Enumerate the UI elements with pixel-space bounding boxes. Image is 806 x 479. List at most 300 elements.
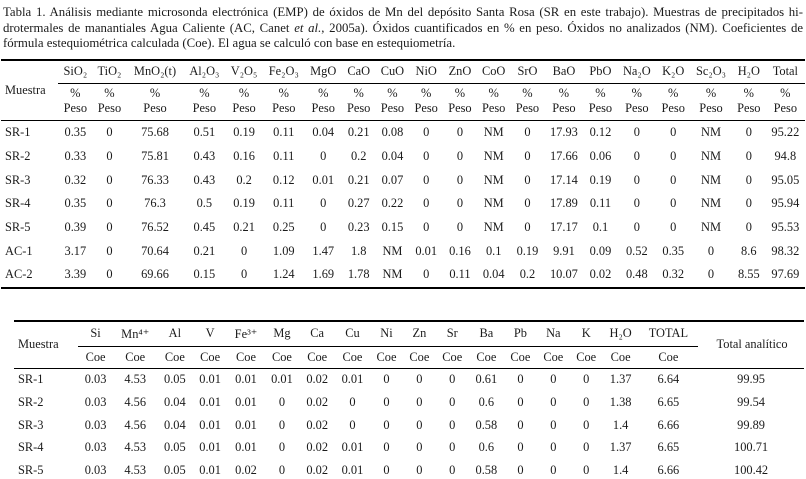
value-cell: 0 [633,219,640,234]
value-cell: 0.11 [449,267,471,282]
coe-unit-header: Coe [192,346,227,368]
value-cell: 0.52 [625,243,648,258]
coe-unit-header: Coe [537,346,570,368]
value-cell: 0 [583,462,590,477]
value-cell: NM [483,196,504,211]
value-cell: 69.66 [141,267,169,282]
coe-unit-header: Coe [504,346,537,368]
value-cell: 75.68 [141,125,169,140]
value-cell: 0.01 [341,372,364,387]
element-column-header: Mg [264,321,299,347]
total-analitico-cell: 100.42 [734,462,769,477]
unit-percent-label: % [318,86,329,101]
unit-header [766,83,805,120]
value-cell: 0 [240,243,248,258]
value-cell: 0.48 [625,267,648,282]
value-cell: 0 [449,462,456,477]
unit-header [544,83,583,120]
value-cell: 0.04 [164,394,186,409]
value-cell: 0 [583,440,590,455]
unit-header [656,83,690,120]
value-cell: 0.6 [478,394,495,409]
value-cell: 0.2 [236,172,252,187]
value-cell: 0 [456,125,464,140]
unit-peso-label: Peso [232,100,256,115]
sample-label: SR-2 [5,148,31,163]
oxide-column-header: PbO [584,60,618,84]
value-cell: 0 [550,462,557,477]
value-cell: 76.3 [144,196,166,211]
oxide-column-header: TiO₂ [92,60,126,84]
total-analitico-cell: 100.71 [734,440,769,455]
value-cell: 0 [449,372,456,387]
sample-label: SR-5 [18,462,44,477]
value-cell: 0.01 [199,394,221,409]
value-cell: 0.01 [341,440,364,455]
total-analitico-cell: 99.54 [737,394,766,409]
value-cell: 0 [456,219,464,234]
coe-table-body [14,368,804,479]
value-cell: NM [701,148,721,163]
value-cell: 0 [106,219,113,234]
value-cell: 0.15 [381,219,404,234]
unit-header [183,83,225,120]
unit-peso-label: Peso [515,100,540,115]
value-cell: 0 [670,196,677,211]
element-column-header: Fe³⁺ [228,321,265,347]
value-cell: 75.81 [141,148,169,163]
value-cell: 0 [633,125,640,140]
table-row [1,144,805,168]
value-cell: 0 [449,394,456,409]
value-cell: 0.21 [347,125,370,140]
value-cell: 0.11 [273,125,295,140]
value-cell: 0.58 [475,417,498,432]
value-cell: 1.24 [272,267,295,282]
value-cell: 70.64 [141,243,169,258]
value-cell: 4.53 [124,440,147,455]
value-cell: 0 [383,394,390,409]
total-analitico-cell: 99.95 [737,372,766,387]
value-cell: 0 [633,172,640,187]
value-cell: 0.03 [84,372,107,387]
value-cell: 0.23 [347,219,370,234]
value-cell: 95.53 [771,219,800,234]
value-cell: 0 [524,219,531,234]
unit-header [342,83,376,120]
value-cell: 0 [349,394,356,409]
unit-peso-label: Peso [143,100,167,115]
value-cell: 0 [707,267,715,282]
unit-percent-label: % [780,86,791,101]
value-cell: 0.2 [519,267,536,282]
sample-label: SR-4 [5,196,31,211]
value-cell: 17.66 [549,148,578,163]
unit-header [617,83,656,120]
oxide-column-header: MnO₂(t) [127,60,184,84]
value-cell: 0 [416,372,423,387]
value-cell: 1.69 [312,267,335,282]
element-column-header: Pb [504,321,537,347]
coe-unit-header: Coe [113,346,157,368]
value-cell: 0 [517,372,524,387]
sample-label: SR-3 [18,417,44,432]
value-cell: 0.19 [233,125,255,140]
value-cell: 0.02 [306,440,329,455]
unit-peso-label: Peso [97,100,122,115]
oxide-column-header: SiO₂ [58,60,92,84]
coe-unit-header: Coe [436,346,469,368]
value-cell: 0.19 [589,172,612,187]
unit-percent-label: % [705,86,717,101]
caption-line-3 [3,36,803,52]
value-cell: 0.33 [64,148,87,163]
value-cell: 0 [423,196,430,211]
value-cell: 0.06 [589,148,612,163]
value-cell: 0 [633,196,640,211]
value-cell: 17.89 [549,196,578,211]
value-cell: 0.6 [478,440,495,455]
unit-peso-label: Peso [380,100,405,115]
caption-line-2 [3,21,803,37]
value-cell: 0.03 [84,440,107,455]
value-cell: 0 [745,219,752,234]
value-cell: 0.01 [312,172,335,187]
value-cell: 0.05 [164,462,186,477]
value-cell: 0 [278,394,286,409]
element-column-header: Ba [469,321,504,347]
element-column-header: K [570,321,603,347]
value-cell: 0.01 [199,372,221,387]
coe-unit-header: Coe [228,346,265,368]
coe-unit-header: Coe [264,346,299,368]
oxide-column-header: Sc₂O₃ [690,60,732,84]
value-cell: 0.09 [589,243,612,258]
value-cell: 0.04 [164,417,186,432]
value-cell: 0.2 [350,148,367,163]
caption-et-al: et al. [294,20,322,35]
unit-header [58,83,92,120]
value-cell: 0 [456,196,464,211]
coe-table-header [14,321,804,369]
value-cell: 0 [106,125,113,140]
value-cell: 0 [517,417,524,432]
value-cell: 0.01 [271,372,293,387]
value-cell: 0.01 [199,440,221,455]
coe-unit-header: Coe [157,346,192,368]
value-cell: 0.03 [84,417,107,432]
value-cell: NM [701,172,721,187]
value-cell: 0.11 [273,148,295,163]
oxide-column-header: ZnO [443,60,477,84]
value-cell: 0 [349,417,356,432]
unit-peso-label: Peso [414,100,438,115]
unit-header [376,83,410,120]
unit-peso-label: Peso [346,100,371,115]
value-cell: NM [483,219,504,234]
value-cell: 1.4 [612,462,629,477]
value-cell: 0.03 [84,462,107,477]
unit-percent-label: % [387,86,398,101]
unit-header [443,83,477,120]
unit-percent-label: % [104,86,115,101]
value-cell: 0 [745,172,752,187]
unit-peso-label: Peso [552,100,576,115]
value-cell: 0 [633,148,640,163]
unit-percent-label: % [488,86,499,101]
unit-header [127,83,184,120]
unit-peso-label: Peso [448,100,472,115]
value-cell: 98.32 [771,243,800,258]
value-cell: 0.01 [415,243,438,258]
value-cell: 4.56 [124,417,147,432]
value-cell: 0.45 [193,219,216,234]
oxide-column-header: Fe₂O₃ [263,60,305,84]
unit-header [477,83,511,120]
unit-peso-label: Peso [192,100,217,115]
value-cell: 0.08 [381,125,404,140]
value-cell: 0 [423,148,430,163]
value-cell: 0 [524,172,531,187]
coe-unit-header: Coe [300,346,335,368]
element-column-header: Cu [335,321,370,347]
coe-unit-header: Coe [78,346,113,368]
table-row [1,120,805,144]
value-cell: 0.05 [164,372,186,387]
value-cell: 0 [550,417,557,432]
value-cell: 0.19 [516,243,539,258]
value-cell: 4.56 [124,394,147,409]
value-cell: 0 [320,219,327,234]
value-cell: 0 [670,125,677,140]
value-cell: 17.17 [549,219,578,234]
value-cell: 0 [745,125,752,140]
value-cell: 95.22 [771,125,800,140]
value-cell: 0 [320,148,327,163]
value-cell: 0 [670,148,677,163]
value-cell: 0.22 [381,196,404,211]
value-cell: 0 [278,462,286,477]
oxide-column-header: Total [766,60,805,84]
value-cell: 3.17 [64,243,87,258]
value-cell: 0 [583,417,590,432]
value-cell: 0.05 [164,440,186,455]
unit-peso-label: Peso [737,100,761,115]
value-cell: NM [483,148,504,163]
element-column-header: Al [157,321,192,347]
value-cell: 0.01 [341,462,364,477]
table-row [14,436,804,459]
value-cell: NM [382,243,403,258]
value-cell: 0.58 [475,462,498,477]
coe-unit-header: Coe [370,346,403,368]
oxide-column-header: BaO [544,60,583,84]
value-cell: 0.07 [381,172,404,187]
value-cell: 1.8 [350,243,367,258]
oxides-table-header [1,60,805,121]
unit-percent-label: % [558,86,570,101]
value-cell: 0 [524,148,531,163]
value-cell: 0.01 [235,372,257,387]
element-column-header: V [192,321,227,347]
value-cell: 0 [416,462,423,477]
value-cell: 0.35 [662,243,685,258]
caption-text: fórmula estequiométrica calculada (Coe). El agua se calculó con base en estequiometría. [3,36,456,51]
element-column-header: Si [78,321,113,347]
value-cell: 0.02 [306,462,329,477]
unit-header [511,83,545,120]
element-column-header: H₂O [603,321,639,347]
value-cell: 0.1 [592,219,609,234]
coe-unit-header: Coe [603,346,639,368]
table-row [14,391,804,414]
sample-label: SR-1 [18,372,44,387]
value-cell: 0 [320,196,327,211]
value-cell: 8.6 [741,243,757,258]
unit-percent-label: % [454,86,466,101]
value-cell: 0 [416,417,423,432]
value-cell: 0.19 [233,196,255,211]
value-cell: 0 [106,172,113,187]
value-cell: 0 [550,394,557,409]
value-cell: 0 [423,267,430,282]
value-cell: 0.21 [233,219,255,234]
value-cell: 0.25 [272,219,295,234]
value-cell: 0.01 [199,417,221,432]
value-cell: 0.1 [485,243,502,258]
value-cell: 17.14 [549,172,578,187]
caption-text: Tabla 1. Análisis mediante microsonda electrónica (EMP) de óxidos de Mn del depósito Santa Rosa (SR en este trabajo). Muestras de precipitados hi- [3,5,803,19]
value-cell: 8.55 [737,267,760,282]
unit-percent-label: % [668,86,679,101]
coe-unit-header: Coe [335,346,370,368]
value-cell: 17.93 [549,125,578,140]
table-row [1,216,805,240]
value-cell: 0.01 [235,440,257,455]
coe-unit-header: Coe [639,346,699,368]
value-cell: 1.4 [612,417,629,432]
unit-peso-label: Peso [272,100,296,115]
oxide-column-header: H₂O [732,60,766,84]
unit-percent-label: % [522,86,533,101]
value-cell: 0.12 [589,125,612,140]
value-cell: 9.91 [553,243,575,258]
value-cell: 1.47 [312,243,335,258]
table-row [1,263,805,288]
value-cell: 0 [707,243,715,258]
unit-percent-label: % [238,86,250,101]
sample-label: AC-2 [5,267,33,282]
value-cell: 0.61 [475,372,498,387]
value-cell: 3.39 [64,267,87,282]
table-row [1,168,805,192]
value-cell: 0.02 [306,417,329,432]
value-cell: 0.03 [84,394,107,409]
value-cell: 76.33 [141,172,169,187]
unit-header [225,83,263,120]
value-cell: 1.78 [347,267,370,282]
value-cell: 0 [240,267,248,282]
value-cell: NM [701,196,721,211]
value-cell: 1.09 [272,243,295,258]
value-cell: 97.69 [771,267,800,282]
value-cell: 6.65 [657,440,680,455]
value-cell: 0.04 [482,267,505,282]
table-row [14,368,804,391]
table-row [1,192,805,216]
value-cell: NM [483,125,504,140]
value-cell: 0 [670,219,677,234]
value-cell: 1.38 [609,394,632,409]
value-cell: 0 [517,462,524,477]
value-cell: 0 [106,196,113,211]
unit-percent-label: % [70,86,81,101]
element-column-header: Mn⁴⁺ [113,321,157,347]
element-column-header: Ca [300,321,335,347]
value-cell: 0.02 [306,372,329,387]
value-cell: 0 [745,196,752,211]
value-cell: 1.37 [609,372,632,387]
value-cell: 4.53 [124,462,147,477]
unit-peso-label: Peso [661,100,685,115]
value-cell: 0 [106,148,113,163]
unit-percent-label: % [743,86,754,101]
value-cell: 0 [745,148,752,163]
unit-percent-label: % [421,86,432,101]
value-cell: 0 [383,372,390,387]
value-cell: 0.02 [589,267,612,282]
value-cell: 6.66 [657,417,680,432]
value-cell: 0 [550,372,557,387]
muestra-column-header: Muestra [1,60,58,121]
value-cell: NM [483,172,504,187]
value-cell: 0.21 [193,243,216,258]
sample-label: SR-4 [18,440,44,455]
oxides-weight-table [1,59,805,289]
value-cell: 0 [524,125,531,140]
oxide-column-header: Na₂O [617,60,656,84]
value-cell: NM [382,267,403,282]
value-cell: 0.43 [193,172,216,187]
value-cell: 10.07 [549,267,578,282]
value-cell: NM [701,125,721,140]
value-cell: 0 [278,417,286,432]
element-column-header: Ni [370,321,403,347]
value-cell: 0 [106,267,113,282]
value-cell: 0.01 [235,417,257,432]
table-row [1,239,805,263]
unit-peso-label: Peso [63,100,88,115]
unit-peso-label: Peso [625,100,649,115]
value-cell: 0.04 [381,148,404,163]
value-cell: 0 [456,172,464,187]
oxide-column-header: CoO [477,60,511,84]
value-cell: 0.01 [235,394,257,409]
value-cell: 0 [416,440,423,455]
coe-unit-header: Coe [403,346,436,368]
value-cell: 0 [550,440,557,455]
oxide-column-header: Al₂O₃ [183,60,225,84]
value-cell: 6.64 [657,372,680,387]
value-cell: 0.04 [312,125,335,140]
value-cell: 0 [278,440,286,455]
element-column-header: Na [537,321,570,347]
value-cell: 0.15 [193,267,216,282]
value-cell: 0 [517,440,524,455]
value-cell: 0.51 [193,125,216,140]
value-cell: 76.52 [141,219,169,234]
value-cell: 6.66 [657,462,680,477]
